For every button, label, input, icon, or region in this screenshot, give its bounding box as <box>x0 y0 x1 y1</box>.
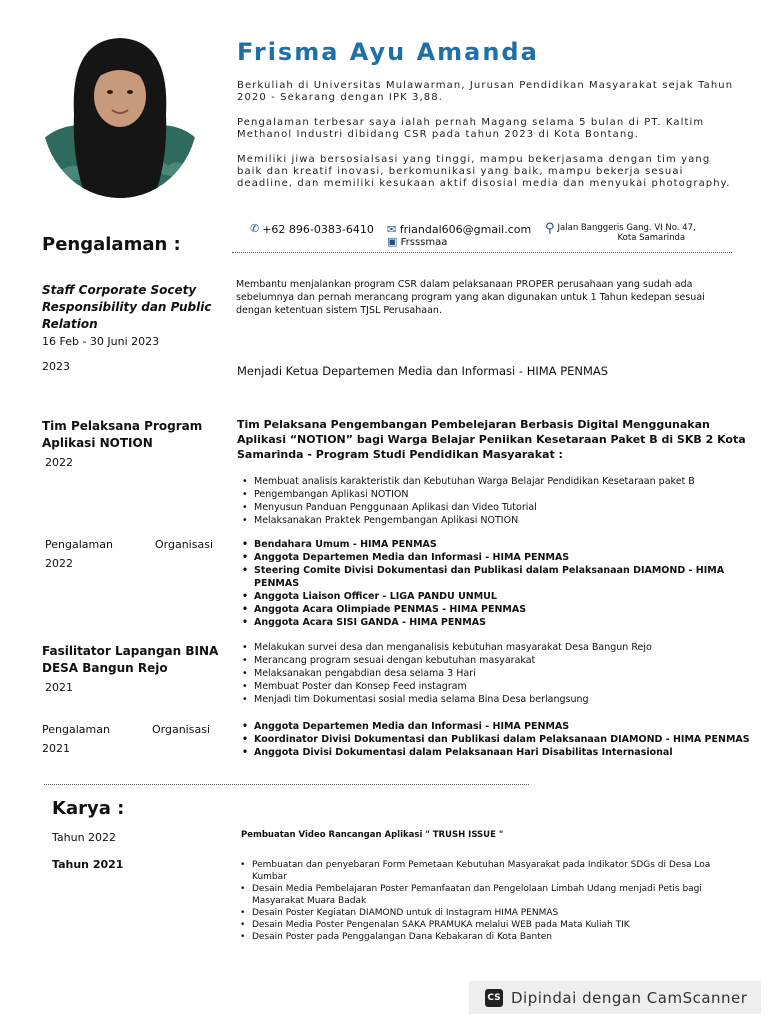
karya-heading: Karya : <box>52 798 125 819</box>
hima-media-year: 2023 <box>42 360 70 373</box>
camscanner-watermark <box>469 981 761 1014</box>
list-item: • Menjadi tim Dokumentasi sosial media selama Bina Desa berlangsung <box>238 693 748 706</box>
list-item: • Melakukan survei desa dan menganalisis kebutuhan masyarakat Desa Bangun Rejo <box>238 641 748 654</box>
instagram-icon: ▣ <box>387 235 398 248</box>
csr-staff-desc: Membantu menjalankan program CSR dalam pelaksanaan PROPER perusahaan yang sudah ada sebelumnya dan pernah merancang program yang akan digunakan untuk 1 Tahun kedepan sesuai dengan ketentuan sistem TJSL Perusahaan. <box>236 279 705 316</box>
list-item: • Menyusun Panduan Penggunaan Aplikasi dan Video Tutorial <box>238 501 748 514</box>
karya-2022-year: Tahun 2022 <box>52 831 117 844</box>
list-item: • Anggota Acara Olimpiade PENMAS - HIMA PENMAS <box>238 603 758 616</box>
karya-2021-bullets <box>236 859 726 943</box>
notion-year: 2022 <box>45 456 73 469</box>
org-2021-year: 2021 <box>42 742 70 755</box>
intro-internship: Pengalaman terbesar saya ialah pernah Magang selama 5 bulan di PT. Kaltim Methanol Industri dibidang CSR pada tahun 2023 di Kota Bontang. <box>237 117 705 141</box>
camscanner-logo-icon: CS <box>485 989 503 1007</box>
org-2022-year: 2022 <box>45 557 73 570</box>
intro-education: Berkuliah di Universitas Mulawarman, Jurusan Pendidikan Masyarakat sejak Tahun 2020 - Sekarang dengan IPK 3,88. <box>237 80 734 104</box>
list-item: • Anggota Acara SISI GANDA - HIMA PENMAS <box>238 616 758 629</box>
list-item: • Anggota Departemen Media dan Informasi - HIMA PENMAS <box>238 551 758 564</box>
org-2021-label: Pengalaman Organisasi <box>42 723 210 736</box>
pengalaman-divider <box>232 252 732 253</box>
notion-heading: Tim Pelaksana Pengembangan Pembelejaran Berbasis Digital Menggunakan Aplikasi “NOTION” bagi Warga Belajar Peniikan Kesetaraan Paket B di SKB 2 Kota Samarinda - Program Studi Pendidikan Masyarakat : <box>237 418 746 461</box>
list-item: • Pengembangan Aplikasi NOTION <box>238 488 748 501</box>
csr-staff-title: Staff Corporate Socety Responsibility dan Public Relation <box>42 283 212 331</box>
instagram-text: Frsssmaa <box>400 237 448 248</box>
list-item: • Desain Media Poster Pengenalan SAKA PRAMUKA melalui WEB pada Mata Kuliah TIK <box>236 919 726 931</box>
email-text: friandal606@gmail.com <box>399 223 532 236</box>
location-pin-icon: ⚲ <box>545 221 555 236</box>
camscanner-text: Dipindai dengan CamScanner <box>511 988 748 1007</box>
org-2022-bullets <box>238 538 758 629</box>
list-item: • Merancang program sesuai dengan kebutuhan masyarakat <box>238 654 748 667</box>
list-item: • Koordinator Divisi Dokumentasi dan Publikasi dalam Pelaksanaan DIAMOND - HIMA PENMAS <box>238 733 758 746</box>
karya-2022-desc: Pembuatan Video Rancangan Aplikasi " TRUSH ISSUE " <box>241 830 504 840</box>
org-2022-label: Pengalaman Organisasi <box>45 538 213 551</box>
notion-title: Tim Pelaksana Program Aplikasi NOTION <box>42 419 203 450</box>
list-item: • Desain Media Pembelajaran Poster Pemanfaatan dan Pengelolaan Limbah Udang menjadi Petis bagi Masyarakat Muara Badak <box>236 883 726 907</box>
karya-2021-year: Tahun 2021 <box>52 858 124 871</box>
list-item: • Anggota Divisi Dokumentasi dalam Pelaksanaan Hari Disabilitas Internasional <box>238 746 758 759</box>
contact-phone[interactable]: ✆ +62 896-0383-6410 <box>250 222 374 236</box>
karya-divider <box>44 784 529 785</box>
profile-photo <box>42 30 198 198</box>
applicant-name: Frisma Ayu Amanda <box>237 38 539 66</box>
hima-media-desc: Menjadi Ketua Departemen Media dan Informasi - HIMA PENMAS <box>237 364 609 378</box>
list-item: • Membuat Poster dan Konsep Feed instagram <box>238 680 748 693</box>
list-item: • Steering Comite Divisi Dokumentasi dan Publikasi dalam Pelaksanaan DIAMOND - HIMA PENMAS <box>238 564 758 590</box>
list-item: • Pembuatan dan penyebaran Form Pemetaan Kebutuhan Masyarakat pada Indikator SDGs di Desa Loa Kumbar <box>236 859 726 883</box>
org-2021-bullets <box>238 720 758 759</box>
list-item: • Membuat analisis karakteristik dan Kebutuhan Warga Belajar Pendidikan Kesetaraan paket B <box>238 475 748 488</box>
list-item: • Anggota Liaison Officer - LIGA PANDU UNMUL <box>238 590 758 603</box>
intro-personality: Memiliki jiwa bersosialsasi yang tinggi, mampu bekerjasama dengan tim yang baik dan kreatif inovasi, berkomunikasi yang baik, mampu bekerja sesuai deadline, dan memiliki kesukaan aktif disosial media dan menyukai photography. <box>237 154 731 190</box>
notion-bullets <box>238 475 748 527</box>
list-item: • Melaksanakan pengabdian desa selama 3 Hari <box>238 667 748 680</box>
pengalaman-heading: Pengalaman : <box>42 234 181 255</box>
phone-icon: ✆ <box>250 222 260 235</box>
list-item: • Desain Poster Kegiatan DIAMOND untuk di Instagram HIMA PENMAS <box>236 907 726 919</box>
contact-email-instagram[interactable] <box>387 223 531 248</box>
bina-desa-title: Fasilitator Lapangan BINA DESA Bangun Rejo <box>42 644 219 675</box>
list-item: • Bendahara Umum - HIMA PENMAS <box>238 538 758 551</box>
list-item: • Desain Poster pada Penggalangan Dana Kebakaran di Kota Banten <box>236 931 726 943</box>
bina-desa-bullets <box>238 641 748 706</box>
csr-staff-date: 16 Feb - 30 Juni 2023 <box>42 335 160 348</box>
contact-address: ⚲ Jalan Banggeris Gang. VI No. 47, Kota Samarinda <box>545 221 696 243</box>
email-icon: ✉ <box>387 223 397 236</box>
list-item: • Melaksanakan Praktek Pengembangan Aplikasi NOTION <box>238 514 748 527</box>
list-item: • Anggota Departemen Media dan Informasi - HIMA PENMAS <box>238 720 758 733</box>
bina-desa-year: 2021 <box>45 681 73 694</box>
